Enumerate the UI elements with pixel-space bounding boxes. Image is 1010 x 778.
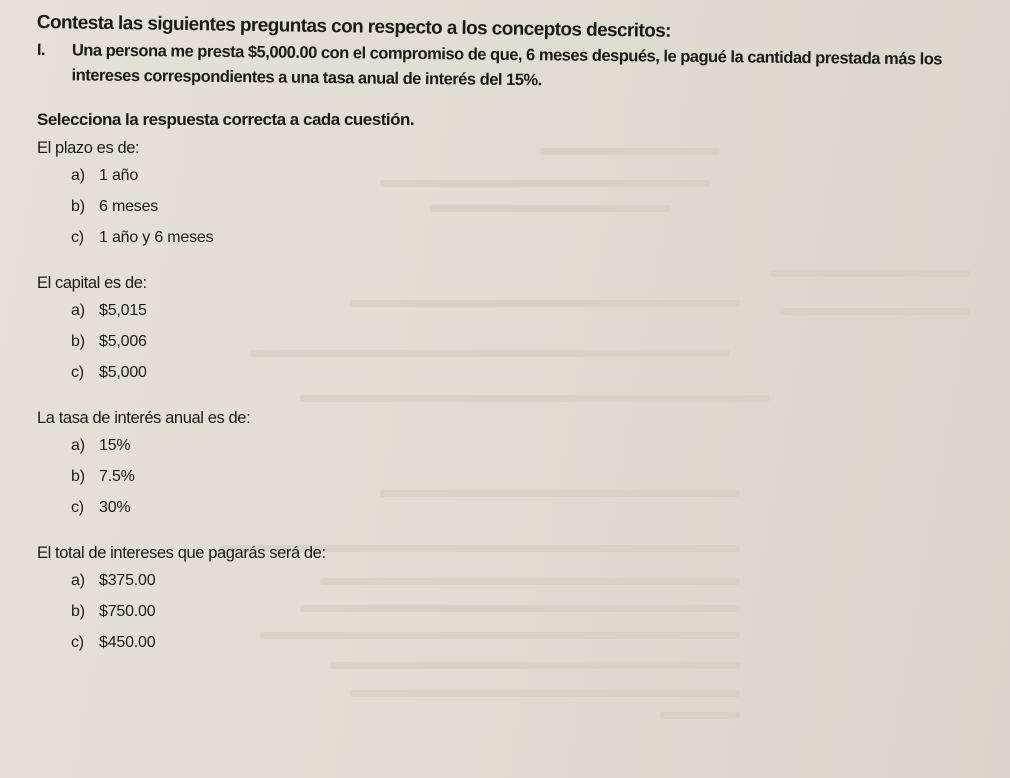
option-a[interactable] xyxy=(37,430,987,461)
question-plazo xyxy=(37,136,987,253)
option-text: 30% xyxy=(99,499,131,516)
instruction-text: Selecciona la respuesta correcta a cada cuestión. xyxy=(37,110,415,129)
option-c[interactable] xyxy=(37,627,987,658)
question-prompt: El plazo es de: xyxy=(37,139,140,157)
worksheet xyxy=(37,12,987,658)
option-a[interactable] xyxy=(37,160,987,191)
option-letter: b) xyxy=(71,333,85,350)
option-letter: b) xyxy=(71,198,85,215)
option-text: $375.00 xyxy=(99,572,156,589)
option-a[interactable] xyxy=(37,565,987,596)
problem-statement xyxy=(36,38,986,98)
option-letter: a) xyxy=(71,302,85,319)
option-text: 1 año xyxy=(99,167,139,184)
option-c[interactable] xyxy=(37,357,987,388)
option-letter: c) xyxy=(71,634,84,651)
option-b[interactable] xyxy=(37,461,987,492)
option-c[interactable] xyxy=(37,492,987,523)
option-text: $5,000 xyxy=(99,364,147,381)
option-letter: b) xyxy=(71,603,85,620)
option-b[interactable] xyxy=(37,191,987,222)
question-prompt: La tasa de interés anual es de: xyxy=(37,409,251,427)
option-b[interactable] xyxy=(37,596,987,627)
question-tasa xyxy=(37,406,987,523)
option-text: 1 año y 6 meses xyxy=(99,229,214,246)
option-text: 7.5% xyxy=(99,468,135,485)
option-text: $750.00 xyxy=(99,603,156,620)
option-letter: a) xyxy=(71,167,85,184)
option-letter: a) xyxy=(71,572,85,589)
worksheet-heading: Contesta las siguientes preguntas con respecto a los conceptos descritos: xyxy=(36,12,672,42)
option-c[interactable] xyxy=(37,222,987,253)
option-letter: c) xyxy=(71,229,84,246)
problem-number: I. xyxy=(36,40,46,60)
problem-text: Una persona me presta $5,000.00 con el compromiso de que, 6 meses después, le pagué la cantidad prestada más los intereses correspondientes a una tasa anual de interés del 15%. xyxy=(71,41,943,90)
option-text: 15% xyxy=(99,437,131,454)
question-prompt: El total de intereses que pagarás será de: xyxy=(37,544,326,562)
option-b[interactable] xyxy=(37,326,987,357)
question-intereses xyxy=(37,541,987,658)
question-capital xyxy=(37,271,987,388)
option-letter: c) xyxy=(71,364,84,381)
option-a[interactable] xyxy=(37,295,987,326)
option-text: $5,006 xyxy=(99,333,147,350)
option-text: $450.00 xyxy=(99,634,156,651)
option-text: 6 meses xyxy=(99,198,159,215)
option-letter: c) xyxy=(71,499,84,516)
option-letter: a) xyxy=(71,437,85,454)
question-prompt: El capital es de: xyxy=(37,274,147,292)
option-text: $5,015 xyxy=(99,302,147,319)
option-letter: b) xyxy=(71,468,85,485)
